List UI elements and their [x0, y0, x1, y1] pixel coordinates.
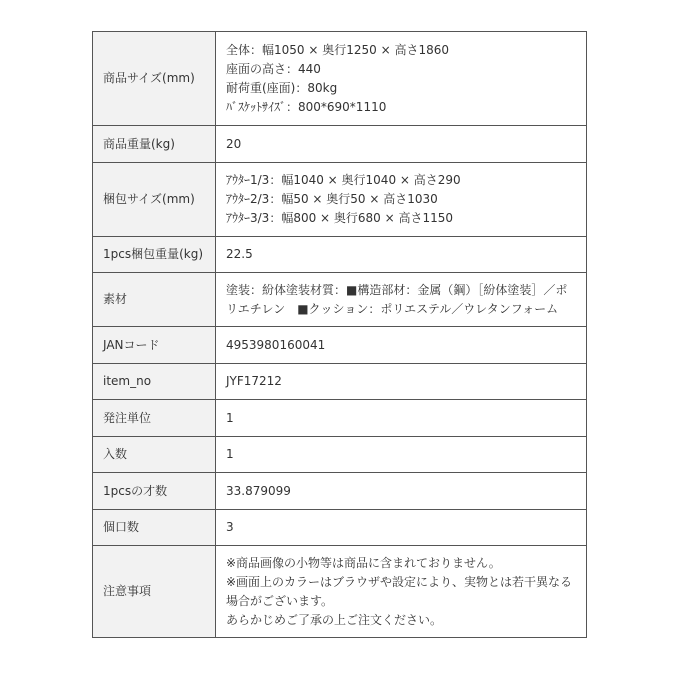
- product-spec-table: [92, 31, 587, 638]
- value-line: 塗装：紛体塗装材質：■構造部材：金属（鋼）［紛体塗装］／ポ: [226, 282, 568, 297]
- row-label: 商品重量(kg): [93, 126, 216, 163]
- table-row: [93, 364, 587, 400]
- row-value: [216, 163, 587, 237]
- table-row: [93, 273, 587, 327]
- value-line: 1: [226, 447, 234, 461]
- table-row: [93, 163, 587, 237]
- value-line: 座面の高さ：440: [226, 61, 321, 76]
- value-line: 場合がございます。: [226, 593, 334, 608]
- value-line: 20: [226, 136, 242, 151]
- value-line: ※画面上のカラーはブラウザや設定により、実物とは若干異なる: [226, 574, 573, 589]
- value-line: ※商品画像の小物等は商品に含まれておりません。: [226, 555, 501, 570]
- row-value: [216, 437, 587, 473]
- table-row: [93, 400, 587, 437]
- row-value: [216, 32, 587, 126]
- row-label: 1pcsの才数: [93, 473, 216, 510]
- row-value: [216, 400, 587, 437]
- row-value: [216, 273, 587, 327]
- row-label: item_no: [93, 364, 216, 400]
- table-row: [93, 510, 587, 546]
- value-line: ｱｳﾀｰ2/3：幅50 × 奥行50 × 高さ1030: [226, 192, 438, 206]
- value-line: 3: [226, 520, 234, 534]
- table-row: [93, 473, 587, 510]
- row-value: [216, 473, 587, 510]
- value-line: 耐荷重(座面)：80kg: [226, 80, 338, 95]
- value-line: 1: [226, 410, 234, 425]
- row-label: 注意事項: [93, 546, 216, 638]
- value-line: 4953980160041: [226, 337, 326, 352]
- value-line: 全体：幅1050 × 奥行1250 × 高さ1860: [226, 42, 449, 57]
- row-label: 入数: [93, 437, 216, 473]
- row-value: [216, 510, 587, 546]
- row-label: 発注単位: [93, 400, 216, 437]
- table-row: [93, 327, 587, 364]
- table-row: [93, 126, 587, 163]
- row-value: [216, 126, 587, 163]
- value-line: JYF17212: [226, 374, 282, 388]
- row-label: 商品サイズ(mm): [93, 32, 216, 126]
- row-label: JANコード: [93, 327, 216, 364]
- row-value: [216, 327, 587, 364]
- row-value: [216, 546, 587, 638]
- row-value: [216, 237, 587, 273]
- row-label: 1pcs梱包重量(kg): [93, 237, 216, 273]
- value-line: 33.879099: [226, 483, 291, 498]
- row-value: [216, 364, 587, 400]
- table-row: [93, 437, 587, 473]
- row-label: 個口数: [93, 510, 216, 546]
- value-line: ｱｳﾀｰ3/3：幅800 × 奥行680 × 高さ1150: [226, 211, 454, 225]
- value-line: 22.5: [226, 247, 253, 261]
- row-label: 素材: [93, 273, 216, 327]
- value-line: ﾊﾞｽｹｯﾄｻｲｽﾞ：800*690*1110: [226, 99, 387, 114]
- table-row: [93, 546, 587, 638]
- table-row: [93, 32, 587, 126]
- value-line: あらかじめご了承の上ご注文ください。: [226, 612, 443, 627]
- value-line: ｱｳﾀｰ1/3：幅1040 × 奥行1040 × 高さ290: [226, 173, 461, 187]
- table-row: [93, 237, 587, 273]
- row-label: 梱包サイズ(mm): [93, 163, 216, 237]
- value-line: リエチレン ■クッション：ポリエステル／ウレタンフォーム: [226, 301, 559, 316]
